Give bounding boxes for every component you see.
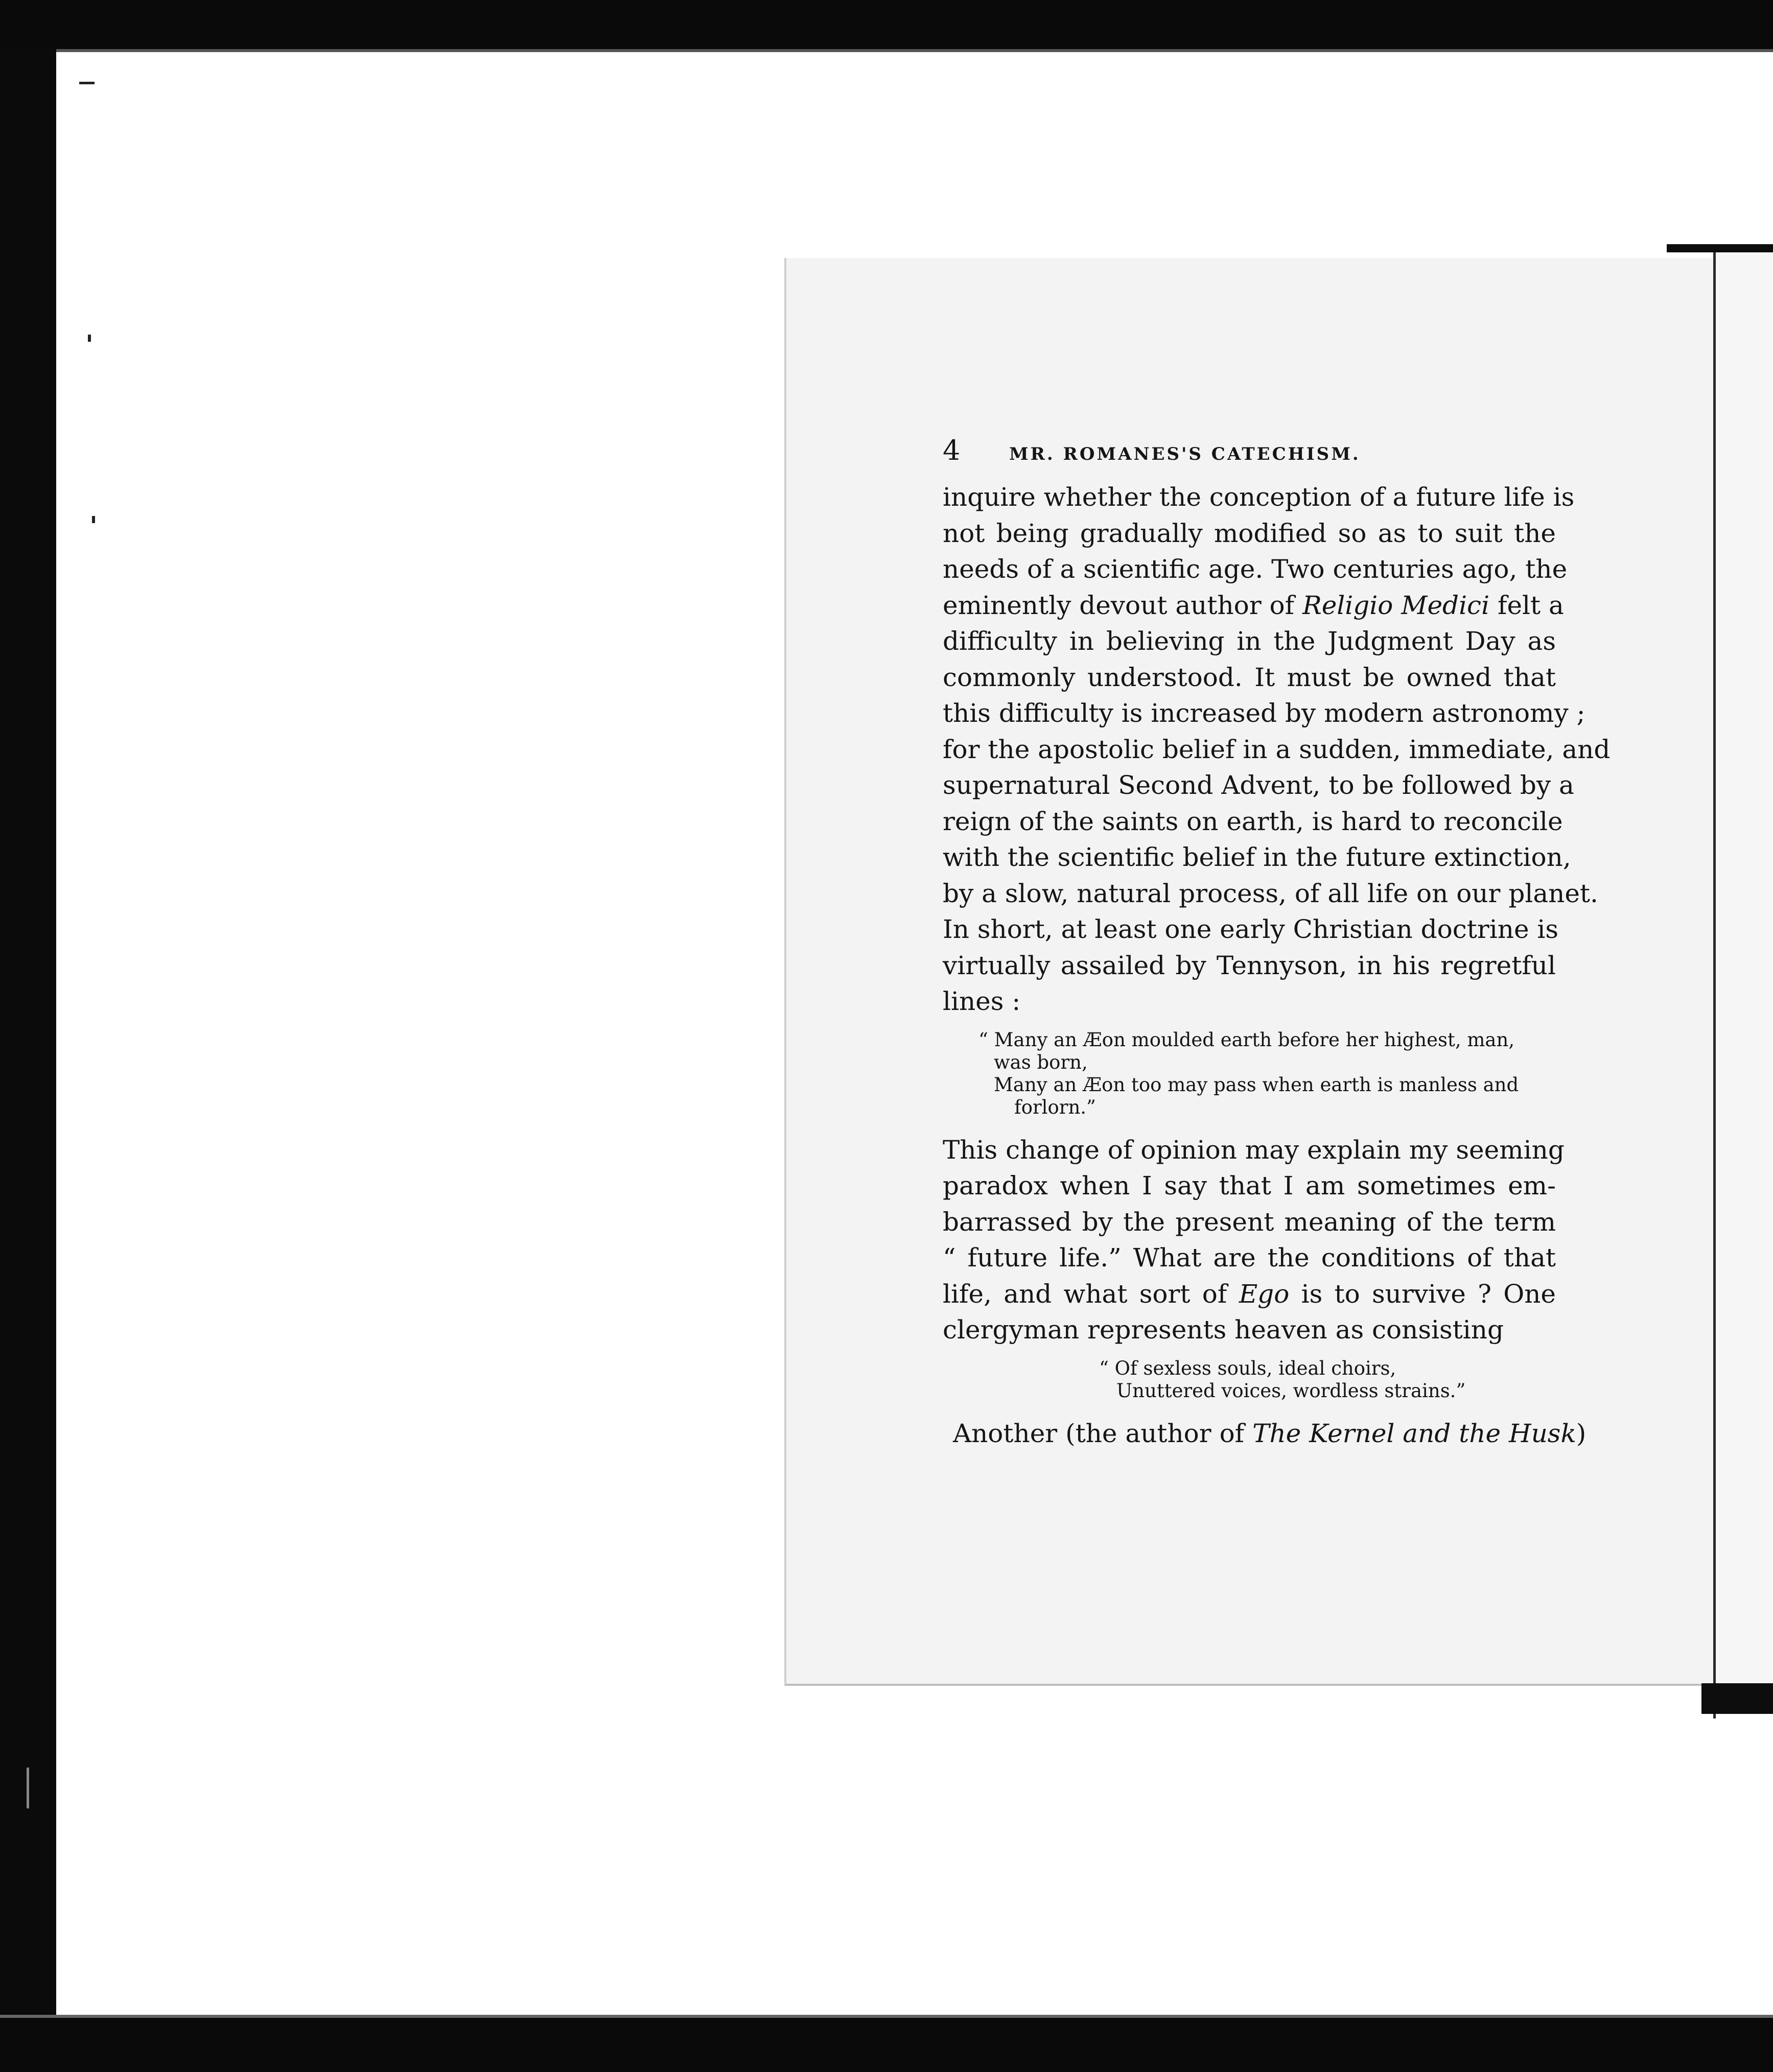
text-line: lines :	[943, 986, 1021, 1016]
quote-line: Many an Æon too may pass when earth is manless and	[994, 1073, 1519, 1096]
text-line	[943, 587, 1564, 624]
text-line: inquire whether the conception of a future life is	[943, 482, 1575, 512]
text-line: supernatural Second Advent, to be followed by a	[943, 770, 1574, 800]
heaven-quote	[943, 1357, 1556, 1402]
microfilm-bottom-border	[0, 2018, 1773, 2072]
book-title-italic: Religio Medici	[1302, 590, 1490, 620]
text-line: “ future life.” What are the conditions of that	[943, 1243, 1556, 1273]
text-line: this difficulty is increased by modern astronomy ;	[943, 698, 1585, 728]
quote-line: was born,	[994, 1051, 1088, 1073]
scan-speck	[79, 82, 95, 84]
text-line: This change of opinion may explain my seeming	[943, 1135, 1565, 1165]
next-page-top-shadow	[1667, 244, 1773, 252]
running-head: MR. ROMANES'S CATECHISM.	[1009, 444, 1361, 464]
text-run: Another (the author of	[953, 1418, 1253, 1448]
text-line: for the apostolic belief in a sudden, immediate, and	[943, 734, 1611, 764]
text-line: reign of the saints on earth, is hard to reconcile	[943, 806, 1563, 836]
scan-speck	[88, 335, 91, 342]
text-line: needs of a scientific age. Two centuries ago, the	[943, 554, 1568, 584]
text-run: felt a	[1489, 590, 1564, 620]
quote-line: Unuttered voices, wordless strains.”	[1116, 1379, 1466, 1402]
paragraph-2	[943, 1132, 1565, 1348]
text-line: by a slow, natural process, of all life on our planet.	[943, 878, 1598, 908]
text-run: )	[1576, 1418, 1587, 1448]
text-line: virtually assailed by Tennyson, in his regretful	[943, 950, 1556, 980]
quote-line: forlorn.”	[1014, 1096, 1096, 1118]
text-line: clergyman represents heaven as consisting	[943, 1315, 1504, 1345]
microfilm-left-border	[0, 49, 56, 2031]
text-line: with the scientific belief in the future extinction,	[943, 842, 1571, 872]
text-line: barrassed by the present meaning of the term	[943, 1207, 1556, 1237]
next-page-bottom-shadow	[1701, 1683, 1773, 1714]
text-line: commonly understood. It must be owned that	[943, 662, 1556, 692]
text-line: difficulty in believing in the Judgment Day as	[943, 626, 1556, 656]
book-title-italic: The Kernel and the Husk	[1252, 1418, 1576, 1448]
text-line: paradox when I say that I am sometimes em-	[943, 1171, 1556, 1200]
page-number: 4	[943, 434, 961, 466]
scan-speck	[27, 1768, 29, 1808]
next-page-strip	[1716, 252, 1773, 1685]
quote-line: “ Many an Æon moulded earth before her highest, man,	[978, 1028, 1515, 1051]
microfilm-top-border	[0, 0, 1773, 49]
text-run: eminently devout author of	[943, 590, 1303, 620]
ego-italic: Ego	[1239, 1279, 1290, 1309]
text-run: life, and what sort of	[943, 1279, 1239, 1309]
header-gap	[943, 470, 1556, 479]
text-line: not being gradually modified so as to suit the	[943, 518, 1556, 548]
page-text	[943, 434, 1611, 1451]
text-run: is to survive ? One	[1289, 1279, 1556, 1309]
scan-speck	[92, 516, 95, 523]
paragraph-3	[943, 1416, 1587, 1452]
next-page-edge	[1713, 252, 1716, 1718]
page-header	[943, 434, 1556, 470]
tennyson-quote	[943, 1029, 1556, 1119]
text-line	[943, 1276, 1556, 1312]
text-line	[943, 1416, 1587, 1452]
text-line: In short, at least one early Christian doctrine is	[943, 914, 1559, 944]
microfilm-top-edge	[0, 49, 1773, 52]
paragraph-1	[943, 479, 1611, 1020]
quote-line: “ Of sexless souls, ideal choirs,	[1099, 1357, 1396, 1379]
